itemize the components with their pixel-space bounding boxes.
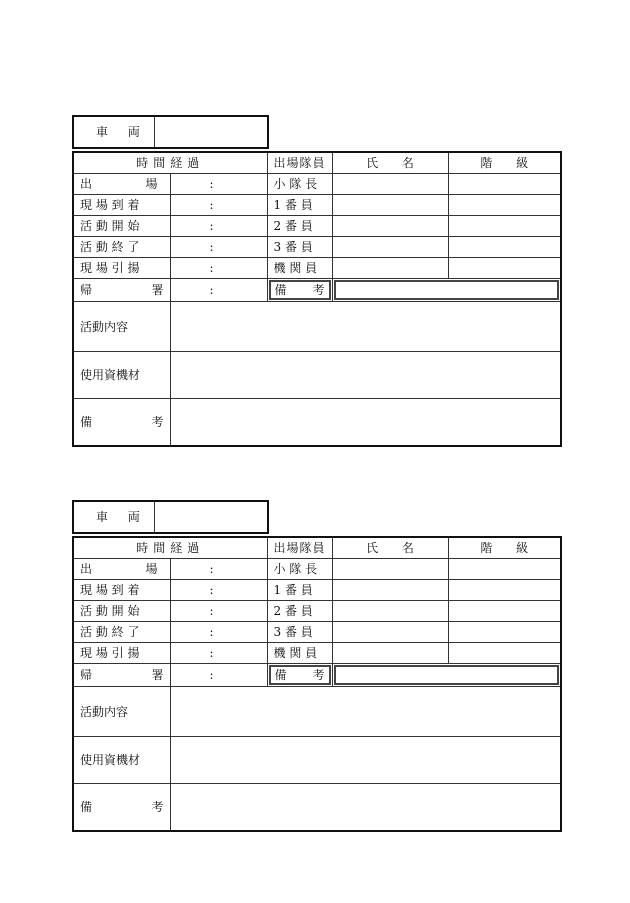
crew-rank-field[interactable] (448, 622, 561, 643)
time-field[interactable]: : (170, 279, 267, 302)
crew-rank-field[interactable] (448, 174, 561, 195)
equipment-field[interactable] (170, 352, 561, 399)
vehicle-label: 車 両 (73, 501, 154, 533)
name-header: 氏 名 (332, 152, 448, 174)
time-row-label: 現 場 引 揚 (73, 258, 170, 279)
vehicle-table (72, 500, 269, 534)
remarks-field[interactable] (170, 399, 561, 446)
crew-name-field[interactable] (332, 174, 448, 195)
time-field[interactable]: : (170, 258, 267, 279)
crew-rank-field[interactable] (448, 559, 561, 580)
time-row-label: 現 場 到 着 (73, 195, 170, 216)
crew-remarks-label: 備 考 (267, 279, 332, 302)
crew-role: 1 番 員 (267, 580, 332, 601)
crew-name-field[interactable] (332, 559, 448, 580)
vehicle-label: 車 両 (73, 116, 154, 148)
time-row-label: 活 動 開 始 (73, 601, 170, 622)
equipment-label: 使用資機材 (73, 352, 170, 399)
activity-field[interactable] (170, 302, 561, 352)
crew-name-field[interactable] (332, 216, 448, 237)
crew-rank-field[interactable] (448, 237, 561, 258)
crew-rank-field[interactable] (448, 258, 561, 279)
time-crew-table (72, 536, 562, 832)
remarks-label: 備 考 (73, 784, 170, 831)
time-field[interactable]: : (170, 559, 267, 580)
crew-name-field[interactable] (332, 258, 448, 279)
crew-rank-field[interactable] (448, 643, 561, 664)
crew-role: 小 隊 長 (267, 174, 332, 195)
time-field[interactable]: : (170, 237, 267, 258)
crew-role: 小 隊 長 (267, 559, 332, 580)
crew-role: 機 関 員 (267, 643, 332, 664)
time-field[interactable]: : (170, 601, 267, 622)
crew-remarks-label: 備 考 (267, 664, 332, 687)
time-field[interactable]: : (170, 664, 267, 687)
vehicle-field[interactable] (154, 501, 268, 533)
time-row-label: 出 場 (73, 174, 170, 195)
crew-header: 出場隊員 (267, 152, 332, 174)
crew-name-field[interactable] (332, 601, 448, 622)
remarks-field[interactable] (170, 784, 561, 831)
time-field[interactable]: : (170, 622, 267, 643)
crew-rank-field[interactable] (448, 195, 561, 216)
crew-name-field[interactable] (332, 237, 448, 258)
remarks-label: 備 考 (73, 399, 170, 446)
crew-name-field[interactable] (332, 580, 448, 601)
equipment-label: 使用資機材 (73, 737, 170, 784)
crew-role: 3 番 員 (267, 622, 332, 643)
rank-header: 階 級 (448, 537, 561, 559)
time-elapsed-header: 時間経過 (73, 152, 267, 174)
time-row-label: 帰 署 (73, 664, 170, 687)
crew-rank-field[interactable] (448, 580, 561, 601)
rank-header: 階 級 (448, 152, 561, 174)
crew-rank-field[interactable] (448, 216, 561, 237)
crew-role: 機 関 員 (267, 258, 332, 279)
activity-record-form-1 (72, 115, 562, 447)
crew-name-field[interactable] (332, 643, 448, 664)
activity-label: 活動内容 (73, 302, 170, 352)
time-field[interactable]: : (170, 174, 267, 195)
time-field[interactable]: : (170, 216, 267, 237)
crew-remarks-field[interactable] (332, 279, 561, 302)
crew-role: 2 番 員 (267, 601, 332, 622)
time-field[interactable]: : (170, 580, 267, 601)
vehicle-table (72, 115, 269, 149)
name-header: 氏 名 (332, 537, 448, 559)
time-row-label: 活 動 終 了 (73, 622, 170, 643)
time-crew-table (72, 151, 562, 447)
activity-label: 活動内容 (73, 687, 170, 737)
time-field[interactable]: : (170, 195, 267, 216)
equipment-field[interactable] (170, 737, 561, 784)
time-row-label: 出 場 (73, 559, 170, 580)
crew-rank-field[interactable] (448, 601, 561, 622)
crew-header: 出場隊員 (267, 537, 332, 559)
crew-name-field[interactable] (332, 195, 448, 216)
time-elapsed-header: 時間経過 (73, 537, 267, 559)
crew-remarks-field[interactable] (332, 664, 561, 687)
crew-role: 3 番 員 (267, 237, 332, 258)
time-row-label: 活 動 終 了 (73, 237, 170, 258)
time-row-label: 帰 署 (73, 279, 170, 302)
crew-name-field[interactable] (332, 622, 448, 643)
time-row-label: 現 場 到 着 (73, 580, 170, 601)
time-row-label: 活 動 開 始 (73, 216, 170, 237)
crew-role: 1 番 員 (267, 195, 332, 216)
activity-field[interactable] (170, 687, 561, 737)
crew-role: 2 番 員 (267, 216, 332, 237)
activity-record-form-2 (72, 500, 562, 832)
time-row-label: 現 場 引 揚 (73, 643, 170, 664)
vehicle-field[interactable] (154, 116, 268, 148)
time-field[interactable]: : (170, 643, 267, 664)
